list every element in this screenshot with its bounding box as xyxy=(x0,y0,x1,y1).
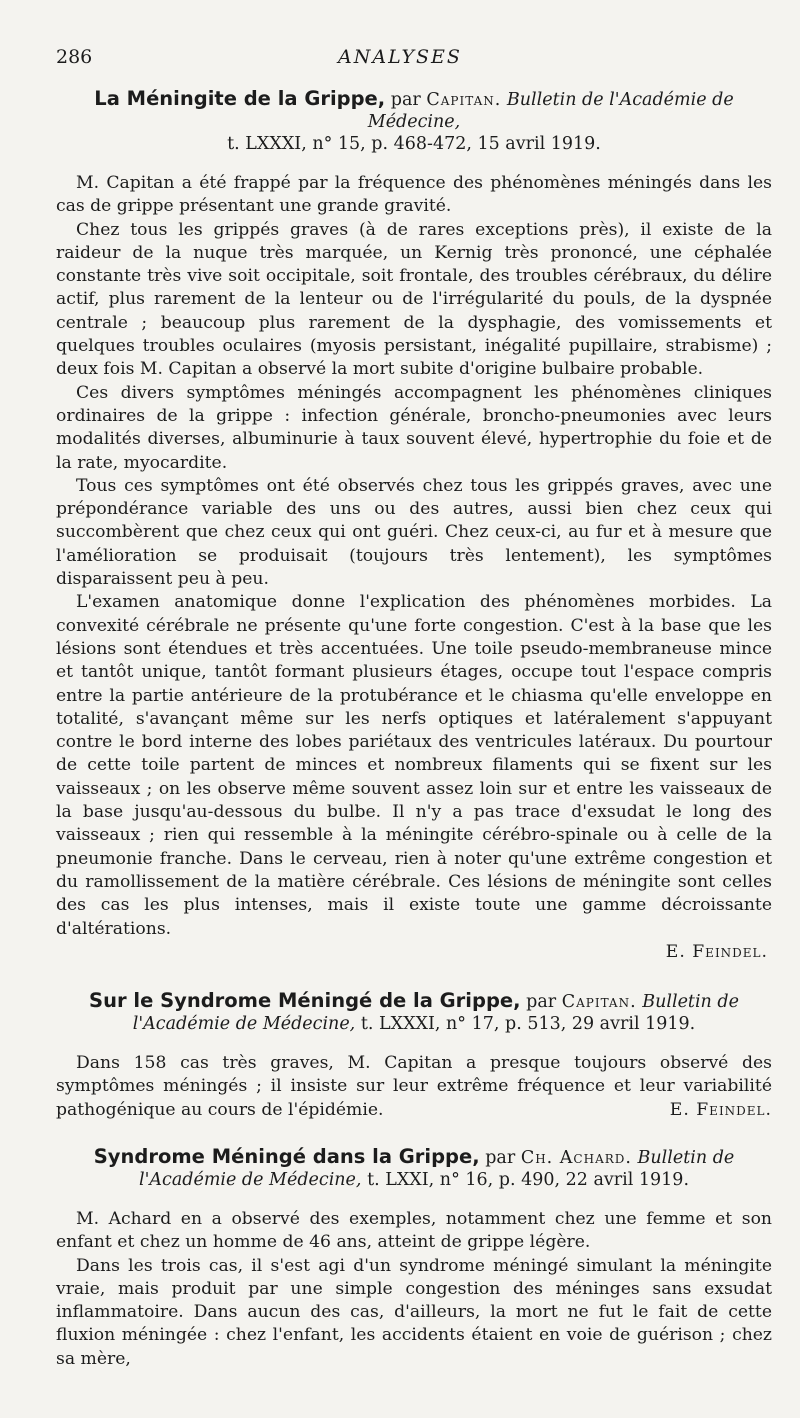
paragraph: Tous ces symptômes ont été observés chez tous les grippés graves, avec une prépondérance variable des uns ou des autres, aussi bien chez ceux qui succombèrent que chez ceux qui ont guéri. Chez ceux-ci, au fur et à mesure que l'amélioration se produisait (toujours très lentement), les symptômes disparaissent peu à peu. xyxy=(56,475,772,590)
article-by: par xyxy=(526,992,557,1013)
article-author: Ch. Achard. xyxy=(520,1147,632,1168)
running-head xyxy=(0,46,800,76)
article-journal: Bulletin de l'Académie de Médecine, xyxy=(367,90,734,132)
article-journal: Bulletin de l'Académie de Médecine, xyxy=(138,1147,735,1190)
article-author: Capitan. xyxy=(426,90,502,110)
paragraph: Dans les trois cas, il s'est agi d'un syndrome méningé simulant la méningite vraie, mais produit par une simple congestion des méninges sans exsudat inflammatoire. Dans aucun des cas, d'ailleurs, la mort ne fut le fait de cette fluxion méningée : chez l'enfant, les accidents étaient en voie de guérison ; chez sa mère, xyxy=(56,1255,772,1369)
article-title: Sur le Syndrome Méningé de la Grippe, xyxy=(89,989,521,1013)
article-by: par xyxy=(390,90,421,110)
paragraph-text: Dans 158 cas très graves, M. Capitan a presque toujours observé des symptômes méningés ; il insiste sur leur extrême fréquence et leur variabilité pathogénique au cours de l'épidémie. xyxy=(56,1053,772,1120)
text-column xyxy=(56,88,772,1371)
running-title: ANALYSES xyxy=(338,46,462,68)
article-heading xyxy=(56,990,772,1035)
article-by: par xyxy=(485,1147,516,1168)
article-title: La Méningite de la Grippe, xyxy=(94,87,386,110)
signature: E. Feindel. xyxy=(665,941,768,962)
article-heading xyxy=(56,1146,772,1191)
signature: E. Feindel. xyxy=(669,1099,772,1120)
paragraph: M. Capitan a été frappé par la fréquence des phénomènes méningés dans les cas de grippe présentant une grande gravité. xyxy=(56,173,772,217)
article-journal: Bulletin de l'Académie de Médecine, xyxy=(132,992,739,1035)
article-title: Syndrome Méningé dans la Grippe, xyxy=(93,1144,480,1168)
paragraph: L'examen anatomique donne l'explication des phénomènes morbides. La convexité cérébrale ne présente qu'une forte congestion. C'est à la base que les lésions sont étendues et très accentuées. Une toile pseudo-membraneuse mince et tantôt unique, tantôt formant plusieurs étages, occupe tout l'espace compris entre la partie antérieure de la protubérance et le chiasma qu'elle enveloppe en totalité, s'avançant même sur les nerfs optiques et latéralement s'appuyant contre le bord interne des lobes pariétaux des ventricules latéraux. Du pourtour de cette toile partent de minces et nombreux filaments qui se fixent sur les vaisseaux ; on les observe même souvent assez loin sur et entre les vaisseaux de la base jusqu'au-dessous du bulbe. Il n'y a pas trace d'exsudat le long des vaisseaux ; rien qui ressemble à la méningite cérébro-spinale ou à celle de la pneumonie franche. Dans le cerveau, rien à noter qu'une extrême congestion et du ramollissement de la matière cérébrale. Ces lésions de méningite sont celles des cas les plus intenses, mais il existe toute une gamme décroissante d'altérations. xyxy=(56,592,772,939)
page-number: 286 xyxy=(56,46,93,68)
article-author: Capitan. xyxy=(561,992,637,1013)
article-reference: t. LXXXI, n° 15, p. 468-472, 15 avril 1919. xyxy=(227,134,601,154)
article-reference: t. LXXXI, n° 17, p. 513, 29 avril 1919. xyxy=(360,1014,696,1035)
paragraph: Ces divers symptômes méningés accompagnent les phénomènes cliniques ordinaires de la grippe : infection générale, broncho-pneumonies avec leurs modalités diverses, albuminurie à taux souvent élevé, hypertrophie du foie et de la rate, myocardite. xyxy=(56,382,772,473)
article-heading xyxy=(56,88,772,155)
paragraph xyxy=(56,1052,772,1122)
article-reference: t. LXXI, n° 16, p. 490, 22 avril 1919. xyxy=(367,1169,690,1190)
paragraph: Chez tous les grippés graves (à de rares exceptions près), il existe de la raideur de la nuque très marquée, un Kernig très prononcé, une céphalée constante très vive soit occipitale, soit frontale, des troubles cérébraux, du délire actif, plus rarement de la lenteur ou de l'irrégularité du pouls, de la dyspnée centrale ; beaucoup plus rarement de la dysphagie, des vomissements et quelques troubles oculaires (myosis persistant, inégalité pupillaire, strabisme) ; deux fois M. Capitan a observé la mort subite d'origine bulbaire probable. xyxy=(56,219,772,380)
paragraph: M. Achard en a observé des exemples, notamment chez une femme et son enfant et chez un homme de 46 ans, atteint de grippe légère. xyxy=(56,1208,772,1253)
